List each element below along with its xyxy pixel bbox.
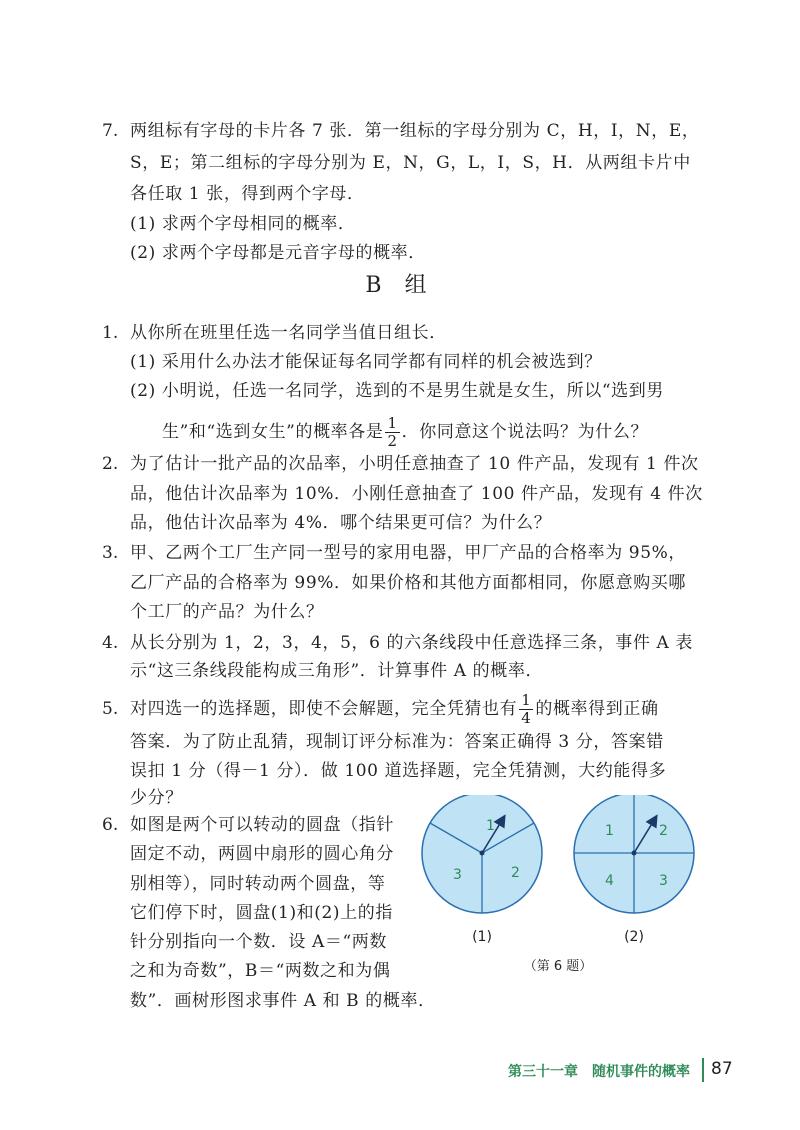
pivot-dot xyxy=(480,851,485,856)
problem-text-line: 少分？ xyxy=(130,788,183,808)
problem-text-line: 从长分别为 1，2，3，4，5，6 的六条线段中任意选择三条，事件 A 表 xyxy=(130,633,693,653)
fraction-numerator: 1 xyxy=(521,691,532,709)
fraction-denominator: 4 xyxy=(521,709,532,727)
text-run: 生”和“选到女生”的概率各是 xyxy=(162,422,384,442)
problem-text-line: 个工厂的产品？为什么？ xyxy=(130,602,324,622)
problem-text-line: 两组标有字母的卡片各 7 张．第一组标的字母分别为 C，H，I，N，E， xyxy=(130,121,700,141)
problem-text-line: 示“这三条线段能构成三角形”．计算事件 A 的概率． xyxy=(130,661,544,681)
problem-text-line: 乙厂产品的合格率为 99%．如果价格和其他方面都相同，你愿意购买哪 xyxy=(130,573,686,593)
problem-text-line: 答案．为了防止乱猜，现制订评分标准为：答案正确得 3 分，答案错 xyxy=(130,732,664,752)
problem-number: 4. xyxy=(102,633,119,653)
problem-number: 3. xyxy=(102,543,119,563)
problem-text-line xyxy=(130,689,659,729)
footer-divider xyxy=(702,1058,704,1082)
problem-text-line: 甲、乙两个工厂生产同一型号的家用电器，甲厂产品的合格率为 95%， xyxy=(130,543,686,563)
text-run: 的概率得到正确 xyxy=(535,699,659,719)
fraction-numerator: 1 xyxy=(387,414,398,432)
pivot-dot xyxy=(632,851,637,856)
sector-number: 3 xyxy=(453,867,462,883)
spinner-figure xyxy=(418,795,723,995)
problem-number: 1. xyxy=(102,323,119,343)
problem-text-line: 固定不动，两圆中扇形的圆心角分 xyxy=(130,844,394,864)
fraction xyxy=(519,692,533,727)
sector-number: 1 xyxy=(605,823,614,839)
section-title: B 组 xyxy=(365,273,435,298)
sector-number: 2 xyxy=(659,823,668,839)
sub-question: (1) 采用什么办法才能保证每名同学都有同样的机会被选到？ xyxy=(130,352,602,372)
problem-text-line: S，E；第二组标的字母分别为 E，N，G，L，I，S，H．从两组卡片中 xyxy=(130,153,691,173)
chapter-title: 第三十一章 随机事件的概率 xyxy=(508,1064,690,1080)
problem-text-line: 品，他估计次品率为 10%．小刚任意抽查了 100 件产品，发现有 4 件次 xyxy=(130,484,703,504)
problem-text-line: 为了估计一批产品的次品率，小明任意抽查了 10 件产品，发现有 1 件次 xyxy=(130,454,699,474)
problem-text-line: 别相等），同时转动两个圆盘，等 xyxy=(130,874,386,894)
sub-question: (1) 求两个字母相同的概率． xyxy=(130,214,356,234)
text-run: ．你同意这个说法吗？为什么？ xyxy=(401,422,649,442)
problem-text-line: 之和为奇数”，B＝“两数之和为偶 xyxy=(130,961,391,981)
text-run: 对四选一的选择题，即使不会解题，完全凭猜也有 xyxy=(130,699,518,719)
sector-number: 3 xyxy=(659,873,668,889)
page-number: 87 xyxy=(711,1059,733,1079)
disk-1-label: (1) xyxy=(472,929,492,945)
problem-number: 7. xyxy=(102,121,119,141)
disk-2-label: (2) xyxy=(624,929,644,945)
problem-text-line: 从你所在班里任选一名同学当值日组长． xyxy=(130,323,447,343)
problem-text-line: 品，他估计次品率为 4%．哪个结果更可信？为什么？ xyxy=(130,513,552,533)
sector-number: 2 xyxy=(511,865,520,881)
spinner-disk-1 xyxy=(422,795,542,913)
problem-text-line: 如图是两个可以转动的圆盘（指针 xyxy=(130,815,394,835)
sector-number: 4 xyxy=(605,873,614,889)
fraction-denominator: 2 xyxy=(387,432,398,450)
sub-question: (2) 小明说，任选一名同学，选到的不是男生就是女生，所以“选到男 xyxy=(130,381,664,401)
sector-number: 1 xyxy=(486,818,495,834)
figure-caption: （第 6 题） xyxy=(523,959,593,974)
problem-number: 5. xyxy=(102,699,119,719)
problem-number: 2. xyxy=(102,454,119,474)
sub-question-continued xyxy=(162,412,648,452)
problem-text-line: 误扣 1 分（得－1 分）．做 100 道选择题，完全凭猜测，大约能得多 xyxy=(130,761,667,781)
spinner-figure-svg xyxy=(418,795,723,995)
spinner-disk-2 xyxy=(574,795,694,913)
problem-text-line: 它们停下时，圆盘(1)和(2)上的指 xyxy=(130,903,393,923)
sub-question: (2) 求两个字母都是元音字母的概率． xyxy=(130,243,426,263)
problem-text-line: 针分别指向一个数．设 A＝“两数 xyxy=(130,932,387,952)
fraction xyxy=(385,415,399,450)
problem-text-line: 数”．画树形图求事件 A 和 B 的概率． xyxy=(130,991,436,1011)
problem-text-line: 各任取 1 张，得到两个字母． xyxy=(130,184,365,204)
problem-number: 6. xyxy=(102,815,119,835)
